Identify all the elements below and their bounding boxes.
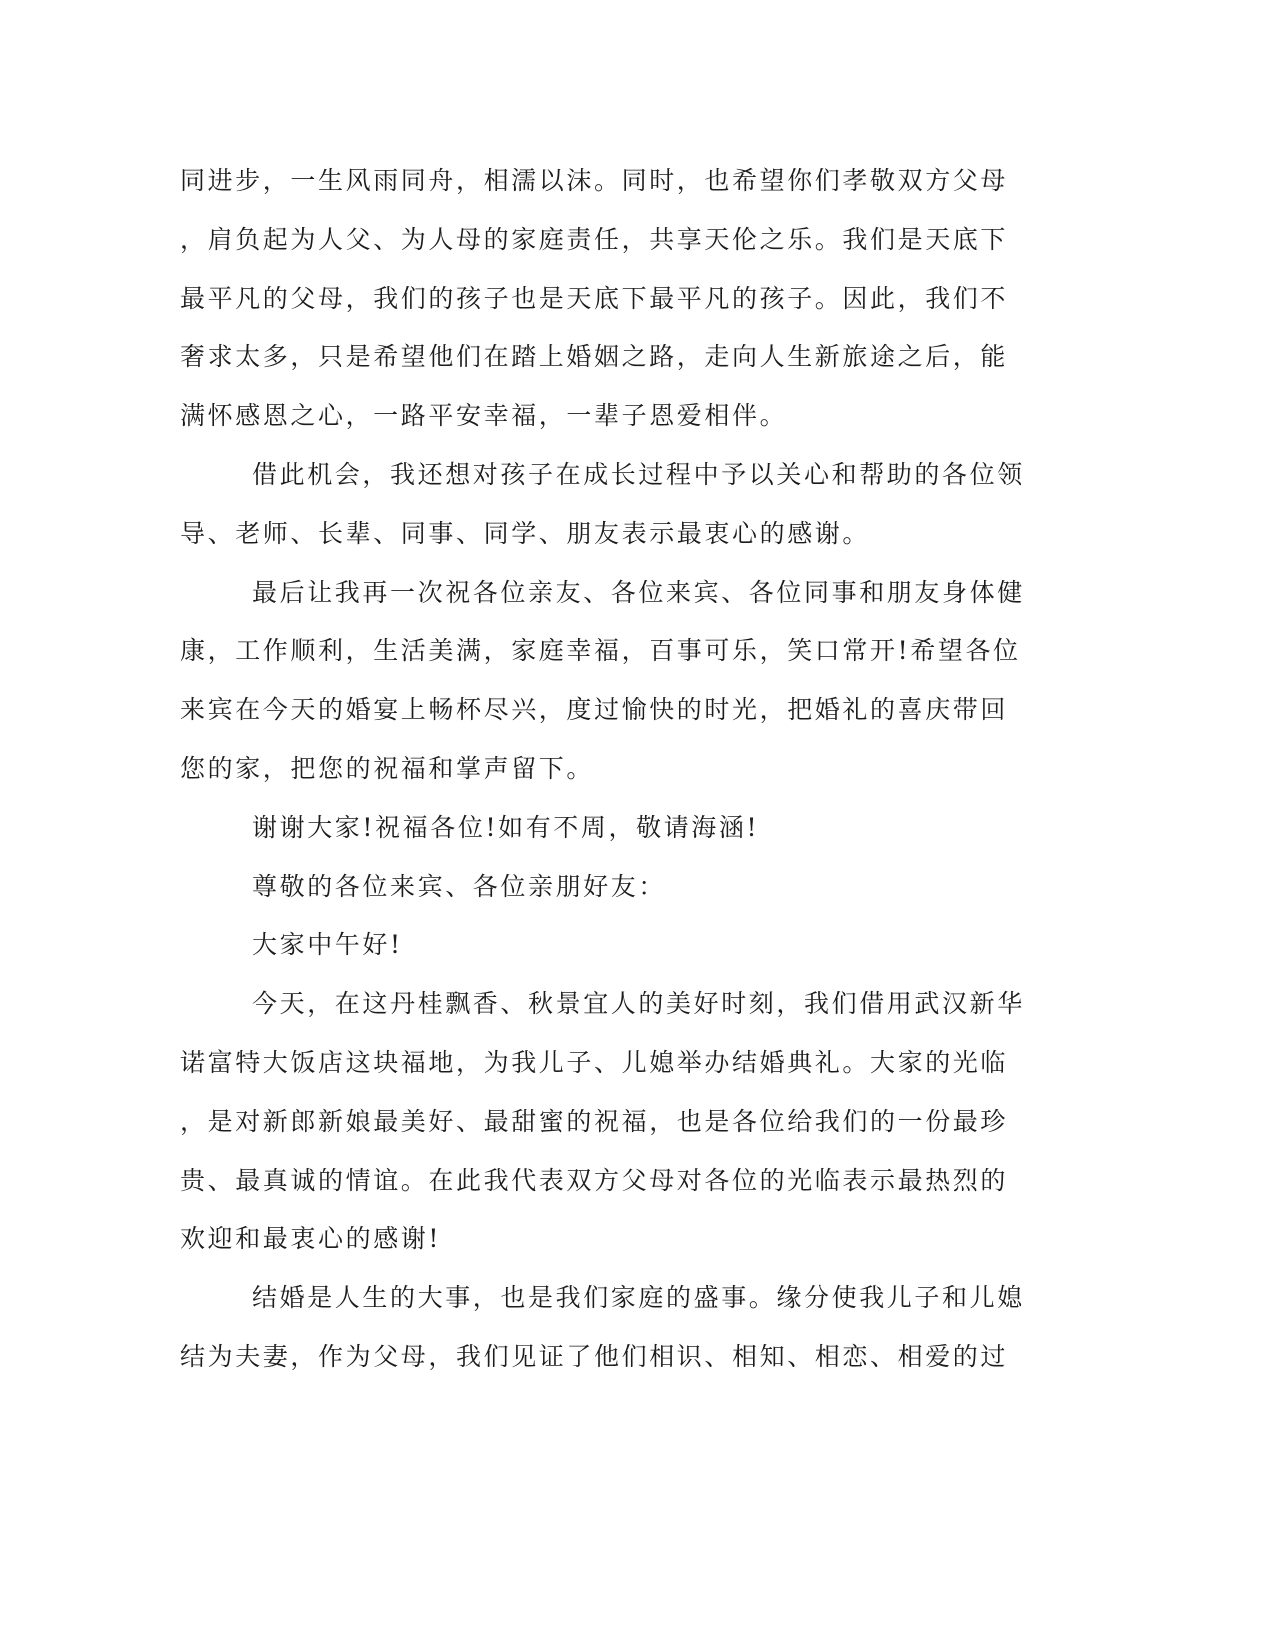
paragraph bbox=[180, 799, 1060, 858]
paragraph-salutation bbox=[180, 858, 1060, 917]
text-line: 大家中午好! bbox=[252, 930, 403, 960]
paragraph bbox=[180, 1269, 1060, 1387]
text-line: 贵、最真诚的情谊。在此我代表双方父母对各位的光临表示最热烈的 bbox=[180, 1165, 1009, 1195]
text-line: 谢谢大家!祝福各位!如有不周，敬请海涵! bbox=[252, 812, 760, 842]
paragraph bbox=[180, 564, 1060, 799]
text-line: 导、老师、长辈、同事、同学、朋友表示最衷心的感谢。 bbox=[180, 518, 871, 548]
paragraph-greeting bbox=[180, 916, 1060, 975]
text-line: 欢迎和最衷心的感谢! bbox=[180, 1224, 442, 1254]
text-line: 借此机会，我还想对孩子在成长过程中予以关心和帮助的各位领 bbox=[252, 459, 1025, 489]
text-line: 尊敬的各位来宾、各位亲朋好友： bbox=[252, 871, 667, 901]
text-line: 最平凡的父母，我们的孩子也是天底下最平凡的孩子。因此，我们不 bbox=[180, 283, 1009, 313]
text-line: 结为夫妻，作为父母，我们见证了他们相识、相知、相恋、相爱的过 bbox=[180, 1341, 1009, 1371]
document-body bbox=[180, 152, 1060, 1387]
text-line: 诺富特大饭店这块福地，为我儿子、儿媳举办结婚典礼。大家的光临 bbox=[180, 1047, 1009, 1077]
text-line: 同进步，一生风雨同舟，相濡以沫。同时，也希望你们孝敬双方父母 bbox=[180, 166, 1009, 195]
text-line: 今天，在这丹桂飘香、秋景宜人的美好时刻，我们借用武汉新华 bbox=[252, 989, 1025, 1019]
text-line: ，肩负起为人父、为人母的家庭责任，共享天伦之乐。我们是天底下 bbox=[180, 224, 1009, 254]
text-line: 奢求太多，只是希望他们在踏上婚姻之路，走向人生新旅途之后，能 bbox=[180, 342, 1009, 372]
text-line: 满怀感恩之心，一路平安幸福，一辈子恩爱相伴。 bbox=[180, 401, 788, 431]
paragraph-continued bbox=[180, 152, 1060, 446]
paragraph bbox=[180, 446, 1060, 564]
text-line: ，是对新郎新娘最美好、最甜蜜的祝福，也是各位给我们的一份最珍 bbox=[180, 1106, 1009, 1136]
text-line: 最后让我再一次祝各位亲友、各位来宾、各位同事和朋友身体健 bbox=[252, 577, 1025, 607]
text-line: 康，工作顺利，生活美满，家庭幸福，百事可乐，笑口常开!希望各位 bbox=[180, 636, 1021, 666]
text-line: 结婚是人生的大事，也是我们家庭的盛事。缘分使我儿子和儿媳 bbox=[252, 1283, 1025, 1313]
text-line: 您的家，把您的祝福和掌声留下。 bbox=[180, 753, 595, 783]
text-line: 来宾在今天的婚宴上畅杯尽兴，度过愉快的时光，把婚礼的喜庆带回 bbox=[180, 695, 1009, 725]
paragraph bbox=[180, 975, 1060, 1269]
